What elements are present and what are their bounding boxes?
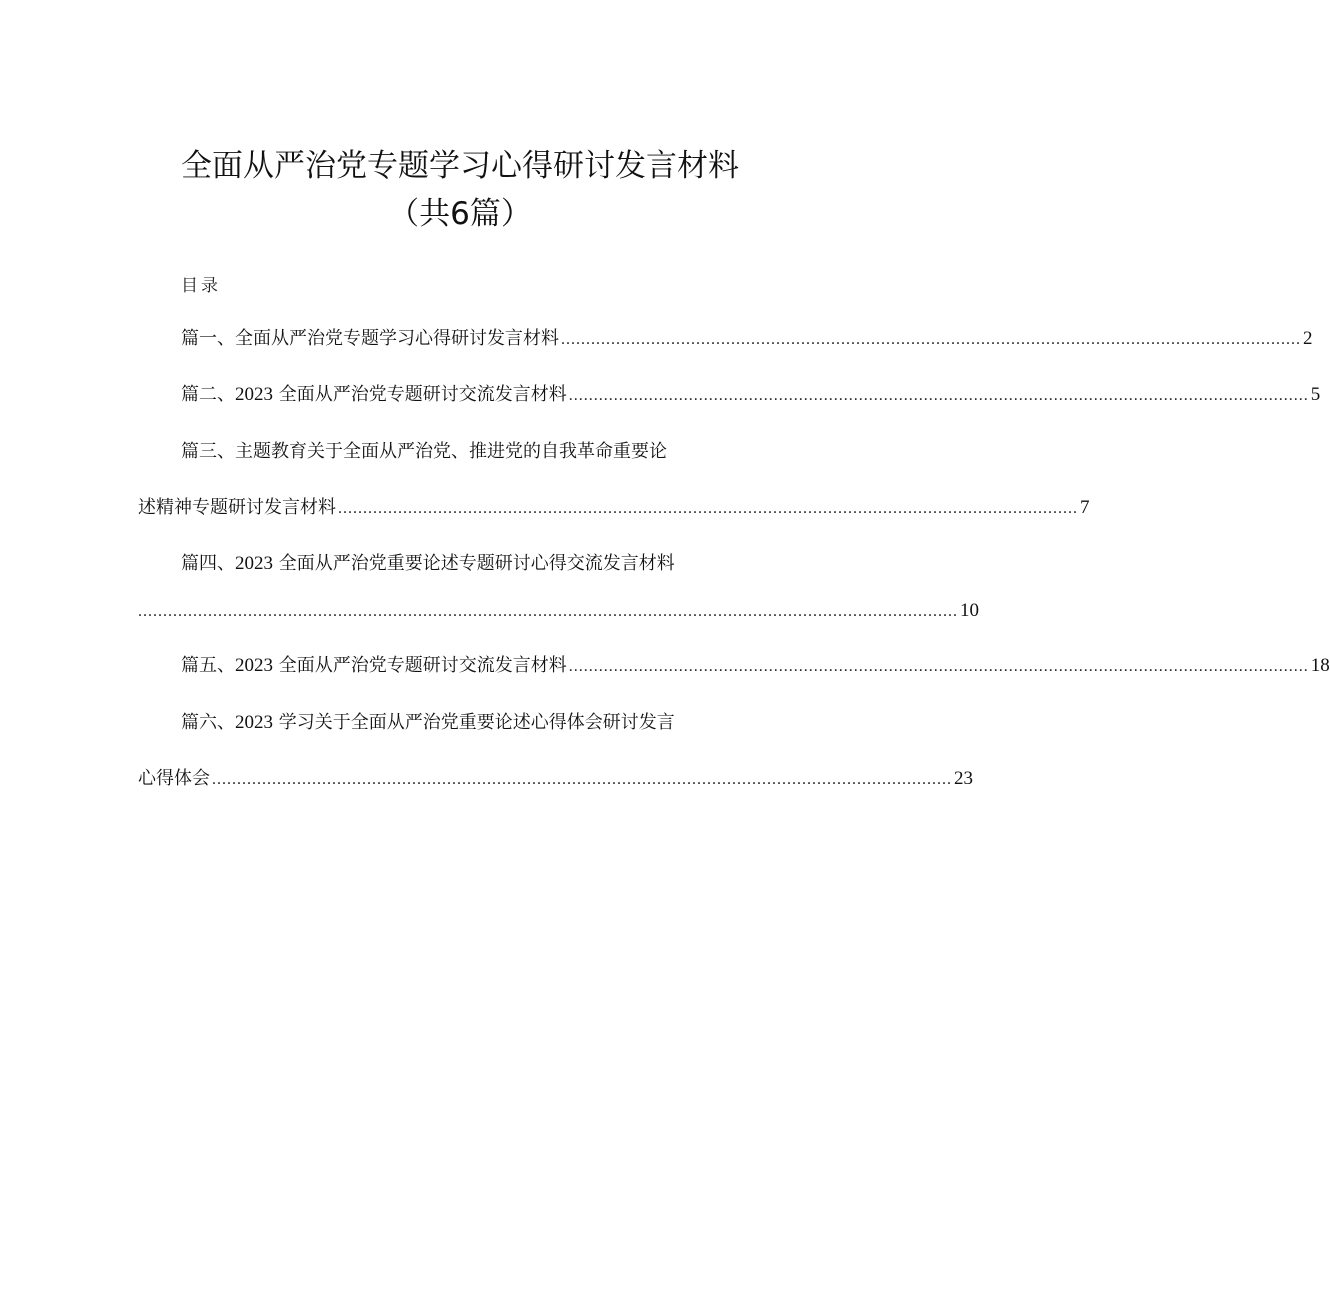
- toc-entry-4-continued[interactable]: [138, 600, 979, 622]
- toc-entry-prefix: 篇一、: [181, 328, 235, 349]
- toc-entry-3-continued[interactable]: [138, 493, 1090, 519]
- document-title: 全面从严治党专题学习心得研讨发言材料: [181, 148, 739, 184]
- toc-entry-1[interactable]: [181, 324, 1313, 350]
- toc-page-number: 5: [1310, 384, 1321, 405]
- toc-entry-title: 全面从严治党专题研讨交流发言材料: [278, 655, 567, 676]
- toc-page-number: 7: [1080, 497, 1090, 518]
- dot-leader: ....................................................................................................................................................: [338, 500, 1078, 517]
- toc-entry-6[interactable]: [181, 708, 778, 734]
- toc-entry-title: 全面从严治党重要论述专题研讨心得交流发言材料: [278, 553, 675, 574]
- toc-page-number: 2: [1303, 328, 1313, 349]
- toc-page-number: 10: [960, 600, 979, 621]
- toc-entry-3[interactable]: [181, 437, 778, 463]
- toc-entry-prefix: 篇三、: [181, 441, 235, 462]
- toc-entry-year: 2023: [235, 553, 273, 574]
- toc-entry-year: 2023: [235, 384, 273, 405]
- dot-leader: ....................................................................................................................................................................: [138, 603, 958, 620]
- toc-entry-prefix: 篇六、: [181, 712, 235, 733]
- toc-heading: 目录: [181, 276, 221, 296]
- document-subtitle: （共6篇）: [388, 196, 532, 232]
- toc-entry-title: 学习关于全面从严治党重要论述心得体会研讨发言: [278, 712, 675, 733]
- toc-entry-title: 全面从严治党专题研讨交流发言材料: [278, 384, 567, 405]
- toc-entry-title: 全面从严治党专题学习心得研讨发言材料: [235, 328, 559, 349]
- toc-entry-title-continued: 心得体会: [138, 768, 210, 789]
- toc-entry-year: 2023: [235, 712, 273, 733]
- toc-entry-4[interactable]: [181, 549, 778, 575]
- dot-leader: ....................................................................................................................................................: [561, 331, 1301, 348]
- toc-page-number: 23: [954, 768, 973, 789]
- dot-leader: ....................................................................................................................................................: [568, 387, 1309, 404]
- toc-entry-title: 主题教育关于全面从严治党、推进党的自我革命重要论: [235, 441, 667, 462]
- dot-leader: ....................................................................................................................................................: [568, 658, 1309, 675]
- toc-entry-prefix: 篇二、: [181, 384, 235, 405]
- toc-entry-6-continued[interactable]: [138, 764, 973, 790]
- toc-entry-5[interactable]: [181, 651, 1330, 677]
- toc-entry-year: 2023: [235, 655, 273, 676]
- toc-page-number: 18: [1310, 655, 1330, 676]
- dot-leader: ....................................................................................................................................................: [212, 771, 952, 788]
- toc-entry-2[interactable]: [181, 380, 1321, 406]
- toc-entry-prefix: 篇四、: [181, 553, 235, 574]
- toc-entry-prefix: 篇五、: [181, 655, 235, 676]
- toc-entry-title-continued: 述精神专题研讨发言材料: [138, 497, 336, 518]
